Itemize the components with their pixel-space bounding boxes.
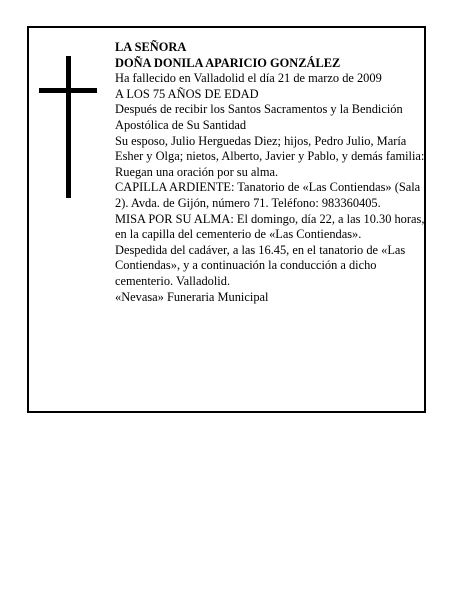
obituary-notice (27, 26, 426, 413)
mass-line: MISA POR SU ALMA: El domingo, día 22, a las 10.30 horas, en la capilla del cementerio de «Las Contiendas». (115, 211, 425, 242)
cross-vertical-bar (66, 56, 71, 198)
age-line: A LOS 75 AÑOS DE EDAD (115, 86, 259, 101)
death-date-line: Ha fallecido en Valladolid el día 21 de marzo de 2009 (115, 71, 382, 86)
notice-text (115, 40, 425, 305)
prayer-line: Ruegan una oración por su alma. (115, 164, 279, 179)
sacraments-line: Después de recibir los Santos Sacramentos y la Bendición Apostólica de Su Santidad (115, 102, 403, 132)
farewell-line: Despedida del cadáver, a las 16.45, en el tanatorio de «Las Contiendas», y a continuación la conducción a dicho cementerio. Valladolid. (115, 242, 406, 288)
deceased-name: DOÑA DONILA APARICIO GONZÁLEZ (115, 55, 341, 70)
notice-title-honorific: LA SEÑORA (115, 40, 187, 54)
family-line: Su esposo, Julio Herguedas Diez; hijos, Pedro Julio, María Esher y Olga; nietos, Alberto, Javier y Pablo, y demás familia: (115, 133, 425, 164)
latin-cross-icon (39, 56, 97, 198)
cross-horizontal-bar (39, 88, 97, 93)
chapel-line: CAPILLA ARDIENTE: Tanatorio de «Las Contiendas» (Sala 2). Avda. de Gijón, número 71. Teléfono: 983360405. (115, 180, 421, 210)
funeral-home-line: «Nevasa» Funeraria Municipal (115, 289, 269, 304)
